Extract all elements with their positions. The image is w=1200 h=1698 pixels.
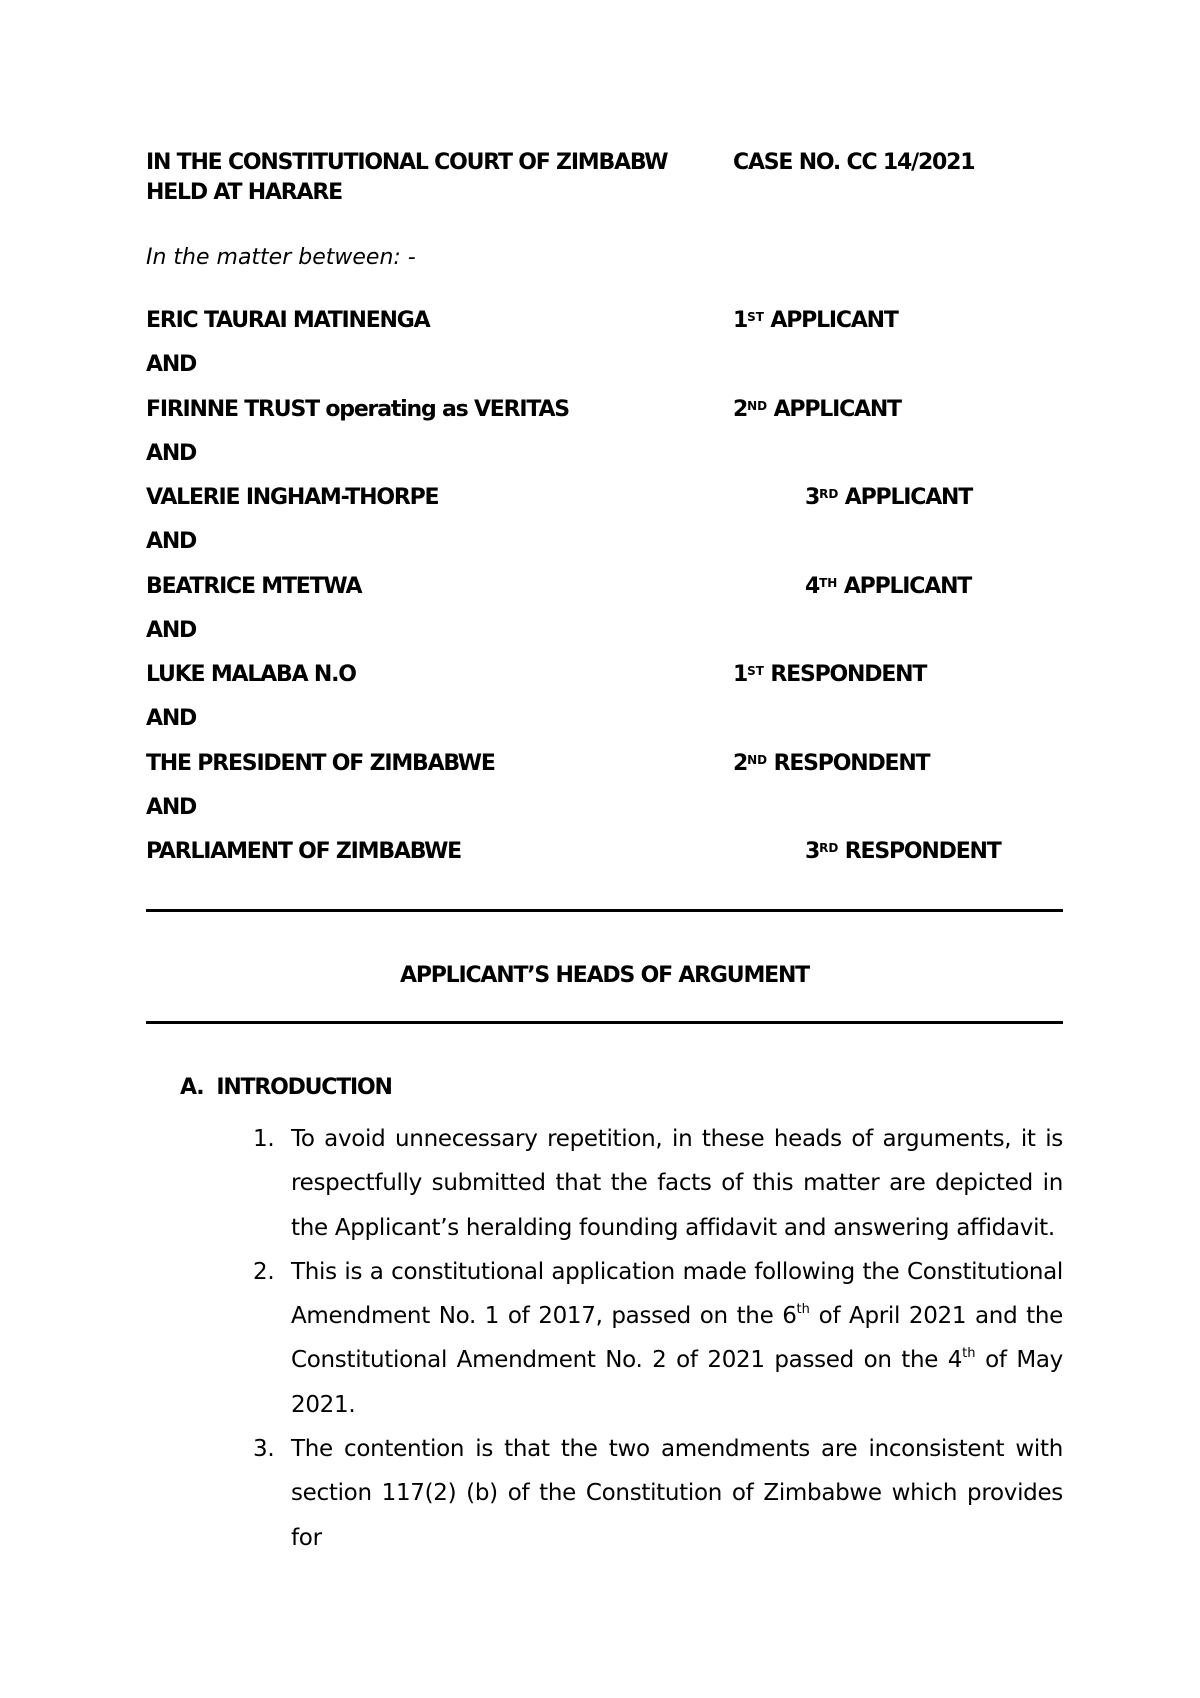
section-title: INTRODUCTION <box>216 1075 392 1100</box>
paragraph-2 <box>253 1250 1063 1427</box>
party-name-5: LUKE MALABA N.O <box>146 662 356 687</box>
and-separator: AND <box>146 529 197 554</box>
party-role-label: RESPONDENT <box>844 839 1001 864</box>
document-title: APPLICANT’S HEADS OF ARGUMENT <box>400 963 809 988</box>
party-role-label: APPLICANT <box>844 485 973 510</box>
paragraph-list <box>253 1117 1063 1560</box>
paragraph-text-part-3: of May 2021. <box>291 1347 1063 1418</box>
ordinal-suffix: th <box>796 1302 810 1318</box>
and-separator: AND <box>146 795 197 820</box>
party-ordinal: 1 <box>733 308 748 333</box>
party-role-5 <box>733 660 926 690</box>
paragraph-1 <box>253 1117 1063 1250</box>
party-ordinal: 3 <box>805 485 820 510</box>
party-role-label: RESPONDENT <box>770 662 927 687</box>
matter-intro: In the matter between: - <box>146 245 416 270</box>
party-ordinal-suffix: ND <box>747 399 768 413</box>
party-name-2: FIRINNE TRUST operating as VERITAS <box>146 397 569 422</box>
paragraph-text-part-2: of April 2021 and the Constitutional Amendment No. 2 of 2021 passed on the 4 <box>291 1303 1063 1374</box>
party-ordinal-suffix: RD <box>819 487 839 501</box>
party-ordinal: 3 <box>805 839 820 864</box>
and-separator: AND <box>146 706 197 731</box>
party-ordinal-suffix: ST <box>747 664 764 678</box>
party-ordinal-suffix: ND <box>747 753 768 767</box>
party-role-1 <box>733 306 898 336</box>
party-ordinal: 1 <box>733 662 748 687</box>
party-ordinal-suffix: RD <box>819 841 839 855</box>
paragraph-number: 2. <box>253 1258 275 1285</box>
court-name: IN THE CONSTITUTIONAL COURT OF ZIMBABW <box>146 150 668 175</box>
party-name-1: ERIC TAURAI MATINENGA <box>146 308 430 333</box>
and-separator: AND <box>146 441 197 466</box>
horizontal-rule-bottom <box>146 1021 1063 1024</box>
and-separator: AND <box>146 352 197 377</box>
paragraph-text: To avoid unnecessary repetition, in these heads of arguments, it is respectfully submitted that the facts of this matter are depicted in the Applicant’s heralding founding affidavit and answering affidavit. <box>291 1126 1063 1241</box>
party-ordinal: 2 <box>733 397 748 422</box>
paragraph-number: 1. <box>253 1126 275 1152</box>
party-role-2 <box>733 395 901 425</box>
paragraph-text-part-1: This is a constitutional application made following the Constitutional Amendment No. 1 of 2017, passed on the 6 <box>291 1258 1063 1330</box>
party-role-7 <box>805 837 1001 867</box>
party-role-4 <box>805 572 971 602</box>
party-ordinal: 4 <box>805 574 820 599</box>
party-role-3 <box>805 483 972 513</box>
party-name-3: VALERIE INGHAM-THORPE <box>146 485 439 510</box>
party-name-4: BEATRICE MTETWA <box>146 574 362 599</box>
party-role-6 <box>733 749 929 779</box>
party-ordinal-suffix: ST <box>747 310 764 324</box>
court-location: HELD AT HARARE <box>146 180 342 205</box>
party-name-6: THE PRESIDENT OF ZIMBABWE <box>146 751 495 776</box>
party-role-label: APPLICANT <box>770 308 898 333</box>
paragraph-number: 3. <box>253 1436 275 1463</box>
party-role-label: APPLICANT <box>773 397 901 422</box>
section-heading <box>180 1073 392 1103</box>
court-title <box>146 148 667 208</box>
ordinal-suffix: th <box>962 1346 976 1362</box>
paragraph-3 <box>253 1427 1063 1560</box>
section-letter: A. <box>180 1075 204 1100</box>
party-role-label: RESPONDENT <box>773 751 930 776</box>
party-role-label: APPLICANT <box>843 574 972 599</box>
party-name-7: PARLIAMENT OF ZIMBABWE <box>146 839 461 864</box>
party-ordinal: 2 <box>733 751 748 776</box>
party-ordinal-suffix: TH <box>819 576 838 590</box>
and-separator: AND <box>146 618 197 643</box>
horizontal-rule-top <box>146 909 1063 912</box>
paragraph-text: The contention is that the two amendments are inconsistent with section 117(2) (b) of the Constitution of Zimbabwe which provides for <box>291 1436 1063 1551</box>
case-number: CASE NO. CC 14/2021 <box>733 150 975 175</box>
